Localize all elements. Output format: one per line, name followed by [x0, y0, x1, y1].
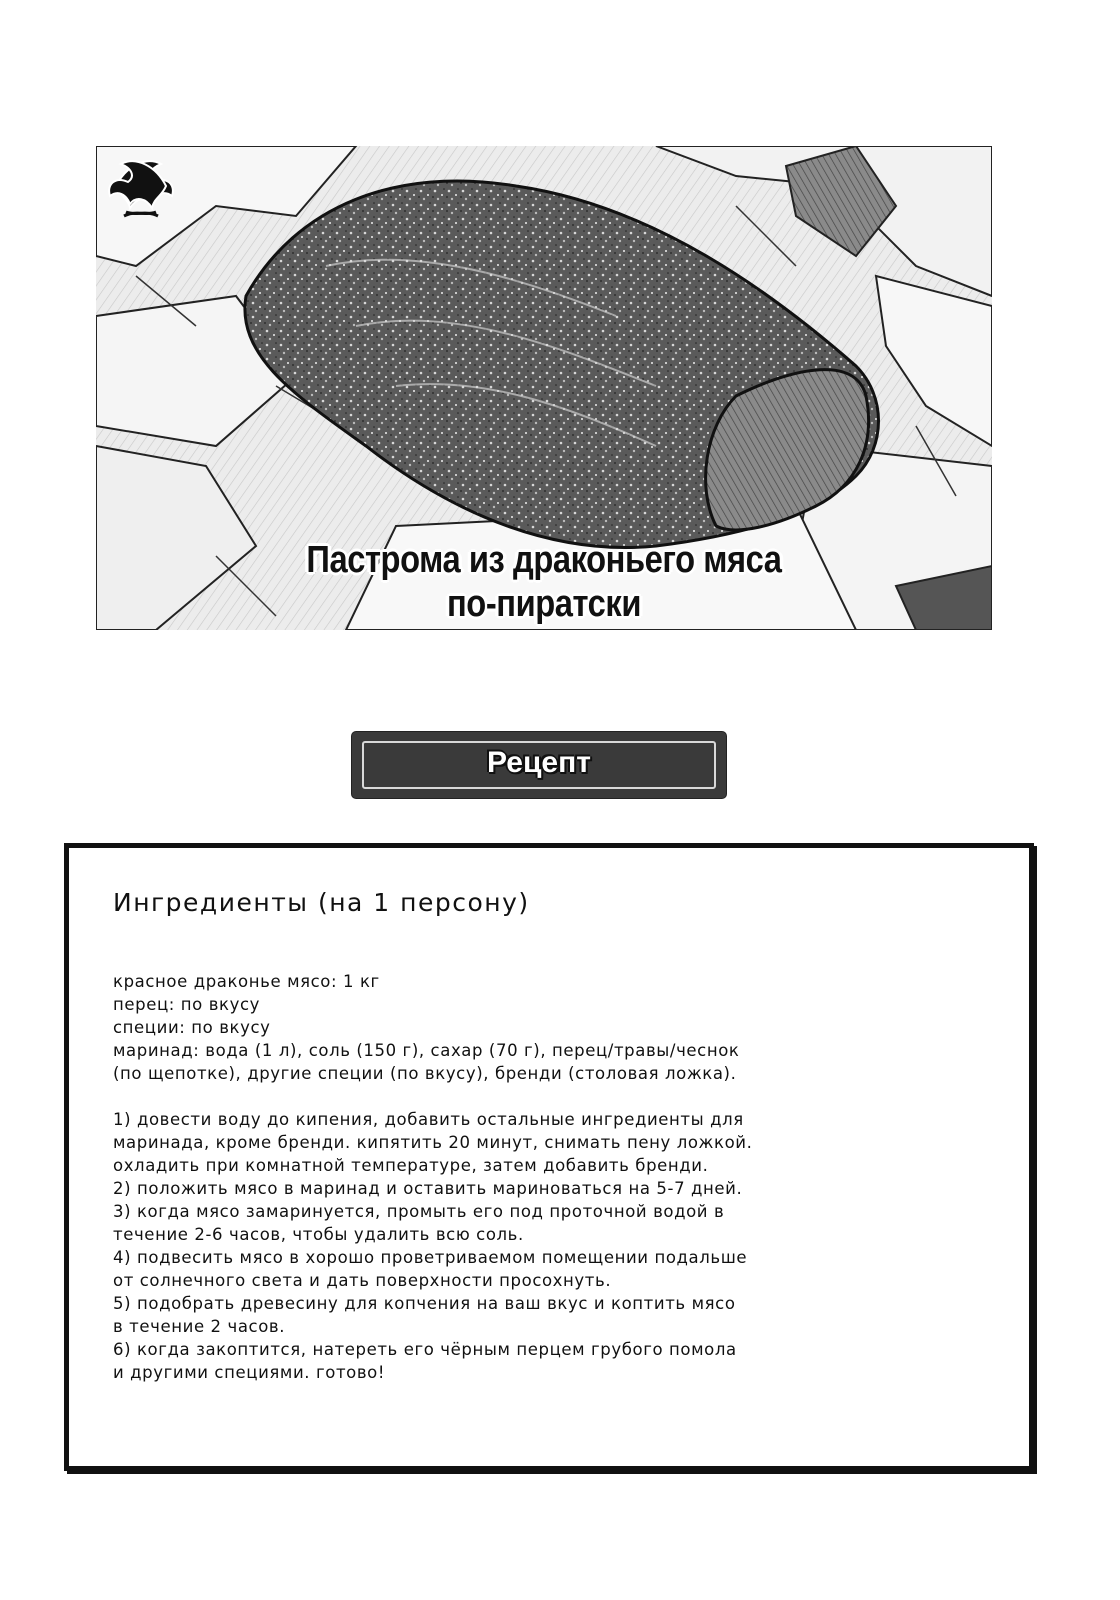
ingredient-line: специи: по вкусу [113, 1018, 271, 1037]
dragon-ornament-right-icon [96, 146, 176, 226]
step-line: охладить при комнатной температуре, затем добавить бренди. [113, 1156, 709, 1175]
step-line: 6) когда закоптится, натереть его чёрным перцем грубого помола [113, 1340, 737, 1359]
recipe-text [113, 970, 993, 1384]
dish-title-line-1: Пастрома из драконьего мяса [306, 539, 782, 581]
step-line: 4) подвесить мясо в хорошо проветриваемом помещении подальше [113, 1248, 748, 1267]
step-line: 1) довести воду до кипения, добавить остальные ингредиенты для [113, 1110, 744, 1129]
ingredient-line: маринад: вода (1 л), соль (150 г), сахар (70 г), перец/травы/чеснок [113, 1041, 740, 1060]
illustration-panel [96, 146, 992, 630]
recipe-label-banner [352, 732, 726, 798]
step-line: маринада, кроме бренди. кипятить 20 минут, снимать пену ложкой. [113, 1133, 753, 1152]
ingredient-line: (по щепотке), другие специи (по вкусу), бренди (столовая ложка). [113, 1064, 737, 1083]
recipe-box [64, 843, 1034, 1471]
step-line: 3) когда мясо замаринуется, промыть его под проточной водой в [113, 1202, 725, 1221]
step-line: 5) подобрать древесину для копчения на ваш вкус и коптить мясо [113, 1294, 736, 1313]
step-line: от солнечного света и дать поверхности просохнуть. [113, 1271, 612, 1290]
step-line: в течение 2 часов. [113, 1317, 286, 1336]
ingredient-line: перец: по вкусу [113, 995, 261, 1014]
step-line: и другими специями. готово! [113, 1363, 386, 1382]
paragraph-gap [113, 1085, 993, 1108]
dish-title [159, 538, 930, 626]
dish-title-line-2: по-пиратски [446, 583, 642, 625]
ingredient-line: красное драконье мясо: 1 кг [113, 972, 380, 991]
recipe-label: Рецепт [487, 746, 591, 779]
ingredients-heading: Ингредиенты (на 1 персону) [113, 888, 530, 917]
step-line: течение 2-6 часов, чтобы удалить всю соль. [113, 1225, 524, 1244]
step-line: 2) положить мясо в маринад и оставить мариноваться на 5-7 дней. [113, 1179, 743, 1198]
